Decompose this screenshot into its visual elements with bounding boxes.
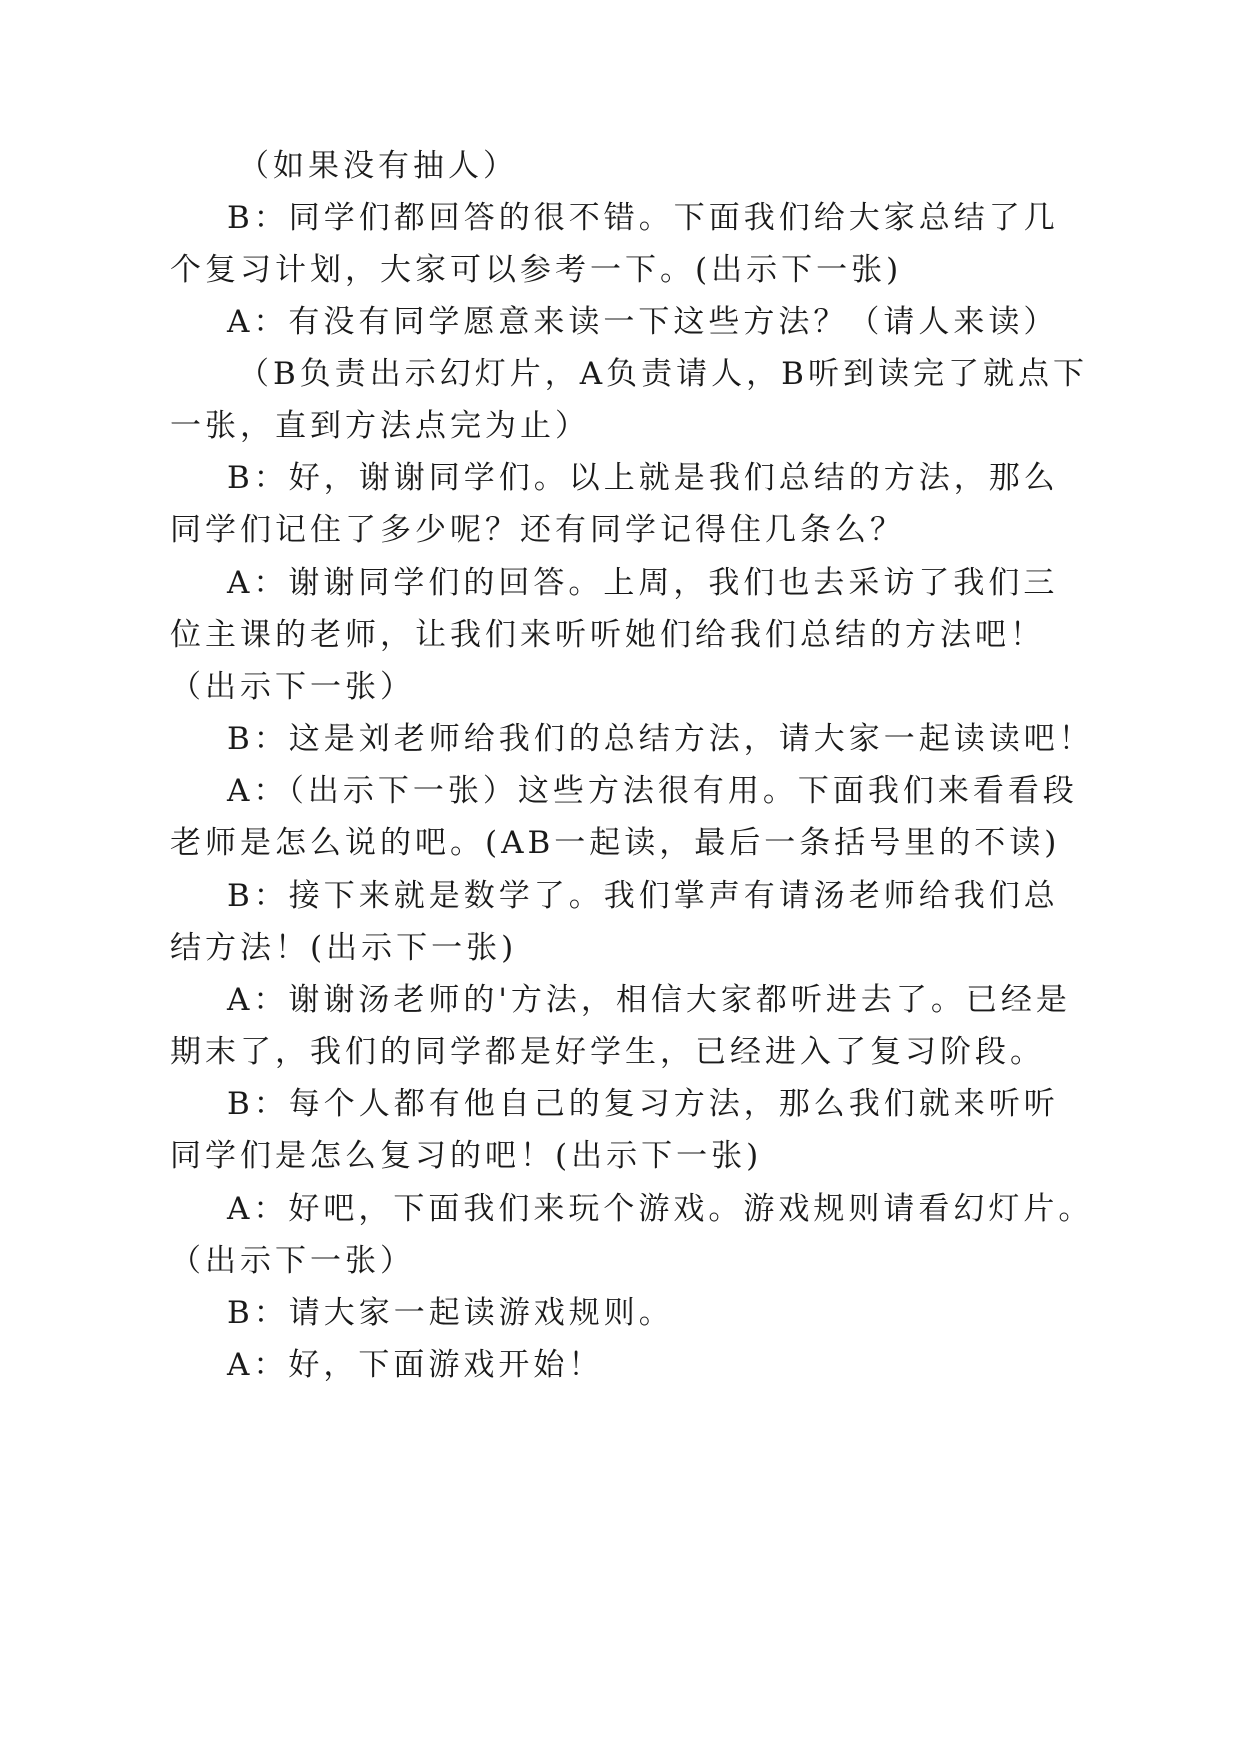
text-line: 位主课的老师，让我们来听听她们给我们总结的方法吧！ xyxy=(170,617,1045,653)
text-line: B：这是刘老师给我们的总结方法，请大家一起读读吧！ xyxy=(227,721,1094,757)
text-line: B：同学们都回答的很不错。下面我们给大家总结了几 xyxy=(227,200,1059,236)
text-line: A：好，下面游戏开始！ xyxy=(227,1347,604,1383)
text-line: A：有没有同学愿意来读一下这些方法？（请人来读） xyxy=(227,304,1059,340)
text-line: （出示下一张） xyxy=(170,669,415,705)
text-line: 老师是怎么说的吧。(AB一起读，最后一条括号里的不读) xyxy=(170,825,1061,861)
text-line: 个复习计划，大家可以参考一下。(出示下一张) xyxy=(170,252,903,288)
text-line: （如果没有抽人） xyxy=(238,148,518,184)
text-line: 同学们记住了多少呢？还有同学记得住几条么？ xyxy=(170,512,905,548)
text-line: （出示下一张） xyxy=(170,1243,415,1279)
text-line: B：好，谢谢同学们。以上就是我们总结的方法，那么 xyxy=(227,460,1059,496)
text-line: 期末了，我们的同学都是好学生，已经进入了复习阶段。 xyxy=(170,1034,1045,1070)
text-line: 结方法！(出示下一张) xyxy=(170,930,518,966)
text-line: （B负责出示幻灯片，A负责请人，B听到读完了就点下 xyxy=(238,356,1088,392)
text-line: A：谢谢汤老师的'方法，相信大家都听进去了。已经是 xyxy=(227,982,1071,1018)
text-line: B：接下来就是数学了。我们掌声有请汤老师给我们总 xyxy=(227,878,1059,914)
text-line: B：每个人都有他自己的复习方法，那么我们就来听听 xyxy=(227,1086,1059,1122)
text-line: 一张，直到方法点完为止） xyxy=(170,408,590,444)
text-line: 同学们是怎么复习的吧！(出示下一张) xyxy=(170,1138,763,1174)
text-line: A：谢谢同学们的回答。上周，我们也去采访了我们三 xyxy=(227,565,1059,601)
text-line: A：好吧，下面我们来玩个游戏。游戏规则请看幻灯片。 xyxy=(227,1191,1094,1227)
text-line: B：请大家一起读游戏规则。 xyxy=(227,1295,674,1331)
text-line: A：（出示下一张）这些方法很有用。下面我们来看看段 xyxy=(227,773,1078,809)
